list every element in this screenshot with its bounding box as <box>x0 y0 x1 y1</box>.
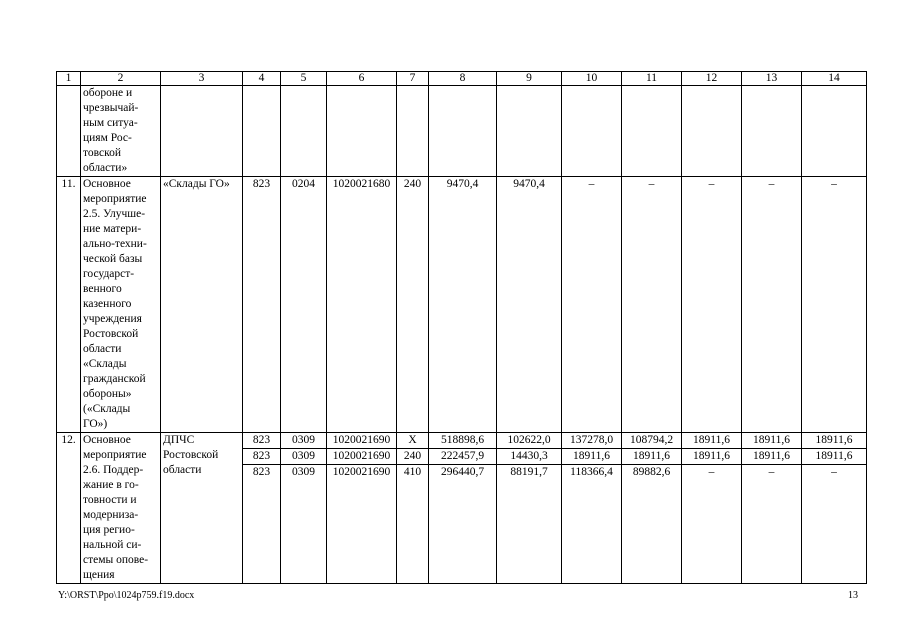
row-number <box>57 86 81 177</box>
measure-name: обороне и чрезвычай- ным ситуа- циям Рос- товской области» <box>81 86 161 177</box>
header-cell: 13 <box>742 72 802 86</box>
value-line: 0309 <box>292 434 315 446</box>
value-line: 1020021680 <box>332 178 391 190</box>
value-line: 1020021690 <box>327 464 396 480</box>
executor <box>161 86 243 177</box>
header-cell: 11 <box>622 72 682 86</box>
executor: «Склады ГО» <box>161 177 243 433</box>
value-line: – <box>682 464 741 480</box>
program-table <box>56 71 867 584</box>
value-line: 222457,9 <box>429 448 496 464</box>
value-cell <box>281 433 327 584</box>
table-row <box>57 177 867 433</box>
value-line: 18911,6 <box>815 434 853 446</box>
value-cell <box>742 433 802 584</box>
value-cell <box>397 177 429 433</box>
value-line: 410 <box>397 464 428 480</box>
measure-name: Основное мероприятие 2.5. Улучше- ние матери- ально-техни- ческой базы государст- венного казенного учреждения Ростовской области «Склады гражданской обороны» («Склады ГО») <box>81 177 161 433</box>
value-line: 240 <box>397 448 428 464</box>
row-number: 11. <box>57 177 81 433</box>
value-line: 18911,6 <box>802 448 866 464</box>
value-cell <box>682 86 742 177</box>
value-cell <box>327 177 397 433</box>
value-cell <box>429 177 497 433</box>
value-cell <box>497 433 562 584</box>
value-line: 14430,3 <box>497 448 561 464</box>
value-line: 18911,6 <box>682 448 741 464</box>
value-cell <box>429 86 497 177</box>
header-cell: 2 <box>81 72 161 86</box>
value-cell <box>682 177 742 433</box>
value-line: 1020021690 <box>327 448 396 464</box>
value-cell <box>562 177 622 433</box>
table-row <box>57 433 867 584</box>
value-line: 18911,6 <box>753 434 790 446</box>
value-cell <box>243 433 281 584</box>
value-cell <box>742 86 802 177</box>
header-cell: 5 <box>281 72 327 86</box>
value-line: 102622,0 <box>507 434 551 446</box>
value-cell <box>802 433 867 584</box>
value-line: 137278,0 <box>569 434 614 446</box>
value-line: 118366,4 <box>562 464 621 480</box>
header-cell: 3 <box>161 72 243 86</box>
header-cell: 14 <box>802 72 867 86</box>
measure-name: Основное мероприятие 2.6. Поддер- жание в го- товности и модерниза- ция регио- нальной си- стемы опове- щения <box>81 433 161 584</box>
value-cell <box>802 177 867 433</box>
value-line: 518898,6 <box>440 434 485 446</box>
value-line: 108794,2 <box>629 434 674 446</box>
value-cell <box>622 433 682 584</box>
value-cell <box>327 433 397 584</box>
value-line: 1020021690 <box>332 434 391 446</box>
value-line: 296440,7 <box>429 464 496 480</box>
value-line: 18911,6 <box>742 448 801 464</box>
value-cell <box>562 86 622 177</box>
header-cell: 7 <box>397 72 429 86</box>
header-cell: 8 <box>429 72 497 86</box>
value-line: 0204 <box>292 178 315 190</box>
value-cell <box>622 86 682 177</box>
value-cell <box>497 86 562 177</box>
page-number: 13 <box>848 590 858 601</box>
value-line: 9470,4 <box>513 178 545 190</box>
value-cell <box>281 177 327 433</box>
header-cell: 9 <box>497 72 562 86</box>
value-cell <box>281 86 327 177</box>
value-cell <box>243 177 281 433</box>
value-line: – <box>708 178 715 190</box>
header-cell: 4 <box>243 72 281 86</box>
value-line: 18911,6 <box>622 448 681 464</box>
header-cell: 1 <box>57 72 81 86</box>
value-cell <box>397 433 429 584</box>
value-line: – <box>802 464 866 480</box>
table-row <box>57 86 867 177</box>
value-line: 823 <box>243 448 280 464</box>
header-cell: 6 <box>327 72 397 86</box>
value-cell <box>622 177 682 433</box>
value-cell <box>429 433 497 584</box>
value-line: 0309 <box>281 464 326 480</box>
value-cell <box>802 86 867 177</box>
file-path: Y:\ORST\Ppo\1024p759.f19.docx <box>58 590 195 601</box>
value-line: – <box>742 464 801 480</box>
value-cell <box>742 177 802 433</box>
value-cell <box>562 433 622 584</box>
value-line: 18911,6 <box>562 448 621 464</box>
value-line: – <box>588 178 595 190</box>
value-line: 823 <box>243 464 280 480</box>
value-line: 0309 <box>281 448 326 464</box>
value-cell <box>497 177 562 433</box>
executor: ДПЧС Ростовской области <box>161 433 243 584</box>
header-row <box>57 72 867 86</box>
value-line: 823 <box>252 178 271 190</box>
value-line: 88191,7 <box>497 464 561 480</box>
value-line: – <box>768 178 775 190</box>
value-line: X <box>408 434 417 446</box>
value-line: – <box>831 178 837 190</box>
value-line: – <box>648 178 655 190</box>
value-line: 18911,6 <box>693 434 730 446</box>
value-cell <box>397 86 429 177</box>
value-line: 89882,6 <box>622 464 681 480</box>
value-cell <box>327 86 397 177</box>
header-cell: 12 <box>682 72 742 86</box>
value-line: 240 <box>403 178 422 190</box>
value-cell <box>243 86 281 177</box>
value-cell <box>682 433 742 584</box>
value-line: 9470,4 <box>446 178 479 190</box>
value-line: 823 <box>252 434 271 446</box>
row-number: 12. <box>57 433 81 584</box>
header-cell: 10 <box>562 72 622 86</box>
